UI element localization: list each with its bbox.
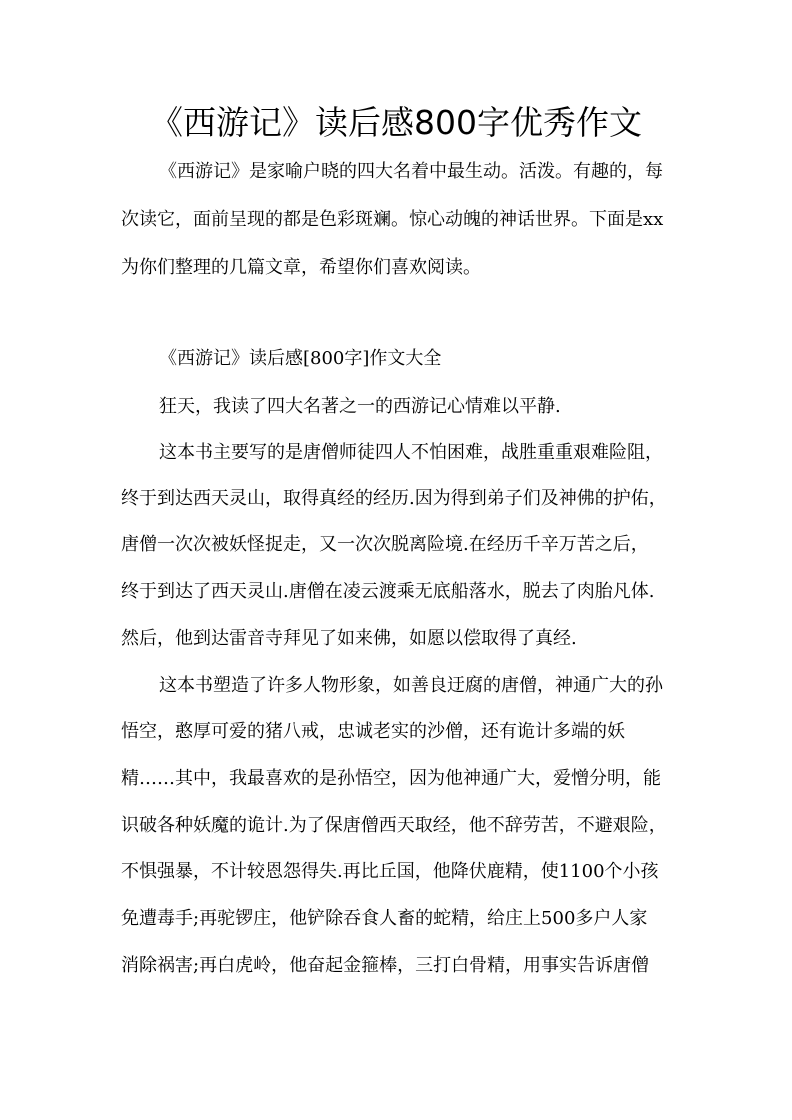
paragraph-line: 精……其中，我最喜欢的是孙悟空，因为他神通广大，爱憎分明，能 (121, 768, 661, 789)
paragraph-line: 《西游记》是家喻户晓的四大名着中最生动。活泼。有趣的，每 (159, 161, 663, 182)
paragraph-line: 免遭毒手;再驼锣庄，他铲除吞食人畜的蛇精，给庄上500多户人家 (121, 908, 648, 929)
paragraph-line: 然后，他到达雷音寺拜见了如来佛，如愿以偿取得了真经. (121, 628, 577, 649)
paragraph-line: 这本书主要写的是唐僧师徒四人不怕困难，战胜重重艰难险阻， (159, 442, 663, 463)
paragraph-line: 终于到达了西天灵山.唐僧在凌云渡乘无底船落水，脱去了肉胎凡体. (121, 581, 655, 602)
paragraph-line: 终于到达西天灵山，取得真经的经历.因为得到弟子们及神佛的护佑， (121, 488, 667, 509)
section-heading: 《西游记》读后感[800字]作文大全 (159, 348, 442, 369)
paragraph-line: 狂天，我读了四大名著之一的西游记心情难以平静. (159, 396, 561, 417)
paragraph-line: 不惧强暴，不计较恩怨得失.再比丘国，他降伏鹿精，使1100个小孩 (121, 861, 659, 882)
paragraph-line: 识破各种妖魔的诡计.为了保唐僧西天取经，他不辞劳苦，不避艰险， (121, 815, 667, 836)
paragraph-line: 悟空，憨厚可爱的猪八戒，忠诚老实的沙僧，还有诡计多端的妖 (121, 721, 625, 742)
paragraph-line: 这本书塑造了许多人物形象，如善良迂腐的唐僧，神通广大的孙 (159, 675, 663, 696)
paragraph-line: 次读它，面前呈现的都是色彩斑斓。惊心动魄的神话世界。下面是xx (121, 209, 664, 230)
document-title: 《西游记》读后感800字优秀作文 (150, 103, 642, 142)
paragraph-line: 消除祸害;再白虎岭，他奋起金箍棒，三打白骨精，用事实告诉唐僧 (121, 955, 650, 976)
paragraph-line: 为你们整理的几篇文章，希望你们喜欢阅读。 (121, 257, 481, 278)
paragraph-line: 唐僧一次次被妖怪捉走，又一次次脱离险境.在经历千辛万苦之后， (121, 534, 649, 555)
